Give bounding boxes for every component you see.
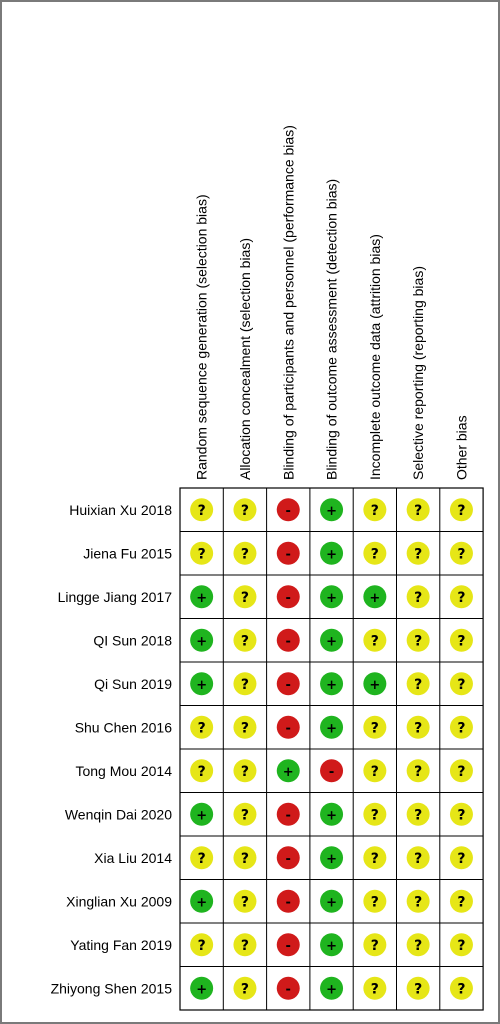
domain-header: Selective reporting (reporting bias) bbox=[410, 265, 427, 480]
unclear-risk-mark bbox=[363, 890, 386, 913]
low-risk-mark bbox=[277, 759, 300, 782]
unclear-risk-mark bbox=[407, 846, 430, 869]
unclear-risk-mark bbox=[363, 759, 386, 782]
study-label: QI Sun 2018 bbox=[93, 632, 172, 649]
unclear-risk-mark bbox=[233, 629, 256, 652]
judgement-symbol: ? bbox=[370, 720, 379, 737]
unclear-risk-mark bbox=[233, 542, 256, 565]
judgement-symbol: ? bbox=[457, 981, 466, 998]
unclear-risk-mark bbox=[233, 759, 256, 782]
judgement-symbol: + bbox=[196, 982, 208, 998]
judgement-symbol: ? bbox=[240, 763, 250, 780]
judgement-symbol: + bbox=[196, 895, 208, 911]
unclear-risk-mark bbox=[450, 716, 473, 739]
low-risk-mark bbox=[320, 716, 343, 739]
judgement-symbol: ? bbox=[457, 676, 466, 693]
judgement-symbol: ? bbox=[457, 546, 466, 563]
judgement-symbol: + bbox=[326, 895, 338, 911]
judgement-symbol: - bbox=[285, 982, 291, 998]
judgement-symbol: ? bbox=[414, 502, 423, 519]
judgement-symbol: - bbox=[285, 547, 291, 563]
judgement-symbol: - bbox=[285, 590, 291, 606]
unclear-risk-mark bbox=[233, 672, 256, 695]
judgement-symbol: - bbox=[285, 808, 291, 824]
study-label: Xinglian Xu 2009 bbox=[66, 893, 172, 910]
judgement-symbol: - bbox=[285, 634, 291, 650]
judgement-symbol: ? bbox=[197, 763, 206, 780]
high-risk-mark bbox=[320, 759, 343, 782]
judgement-symbol: + bbox=[196, 677, 208, 693]
judgement-symbol: ? bbox=[370, 633, 379, 650]
judgement-symbol: ? bbox=[457, 633, 466, 650]
low-risk-mark bbox=[320, 846, 343, 869]
judgement-symbol: - bbox=[328, 764, 335, 780]
judgement-symbol: ? bbox=[240, 894, 250, 911]
unclear-risk-mark bbox=[190, 846, 213, 869]
judgement-symbol: ? bbox=[457, 937, 466, 954]
judgement-symbol: ? bbox=[370, 937, 379, 954]
judgement-symbol: ? bbox=[370, 763, 379, 780]
judgement-symbol: ? bbox=[414, 937, 423, 954]
high-risk-mark bbox=[277, 933, 300, 956]
judgement-symbol: + bbox=[369, 677, 381, 693]
high-risk-mark bbox=[277, 585, 300, 608]
judgement-symbol: + bbox=[326, 808, 338, 824]
unclear-risk-mark bbox=[407, 890, 430, 913]
judgement-symbol: ? bbox=[240, 502, 250, 519]
unclear-risk-mark bbox=[363, 846, 386, 869]
low-risk-mark bbox=[190, 890, 213, 913]
judgement-symbol: ? bbox=[240, 850, 250, 867]
judgement-symbol: ? bbox=[370, 546, 379, 563]
unclear-risk-mark bbox=[363, 542, 386, 565]
low-risk-mark bbox=[190, 629, 213, 652]
judgement-symbol: ? bbox=[414, 894, 423, 911]
judgement-symbol: + bbox=[326, 547, 338, 563]
low-risk-mark bbox=[190, 977, 213, 1000]
unclear-risk-mark bbox=[407, 716, 430, 739]
unclear-risk-mark bbox=[407, 585, 430, 608]
high-risk-mark bbox=[277, 498, 300, 521]
judgement-symbol: ? bbox=[414, 589, 423, 606]
judgement-symbol: ? bbox=[197, 850, 206, 867]
unclear-risk-mark bbox=[450, 890, 473, 913]
low-risk-mark bbox=[363, 585, 386, 608]
unclear-risk-mark bbox=[363, 933, 386, 956]
unclear-risk-mark bbox=[363, 498, 386, 521]
unclear-risk-mark bbox=[407, 933, 430, 956]
domain-header: Blinding of participants and personnel (performance bias) bbox=[280, 125, 297, 480]
judgement-symbol: ? bbox=[457, 850, 466, 867]
judgement-symbol: - bbox=[285, 503, 291, 519]
unclear-risk-mark bbox=[450, 977, 473, 1000]
study-label: Xia Liu 2014 bbox=[94, 849, 172, 866]
unclear-risk-mark bbox=[233, 977, 256, 1000]
judgement-symbol: + bbox=[196, 590, 208, 606]
unclear-risk-mark bbox=[450, 585, 473, 608]
judgement-symbol: ? bbox=[240, 546, 250, 563]
judgement-symbol: + bbox=[326, 721, 338, 737]
unclear-risk-mark bbox=[450, 542, 473, 565]
study-label: Shu Chen 2016 bbox=[74, 719, 172, 736]
judgement-symbol: ? bbox=[370, 807, 379, 824]
study-label: Tong Mou 2014 bbox=[75, 762, 172, 779]
judgement-symbol: ? bbox=[457, 763, 466, 780]
unclear-risk-mark bbox=[407, 629, 430, 652]
judgement-symbol: ? bbox=[240, 981, 250, 998]
domain-header: Allocation concealment (selection bias) bbox=[236, 237, 253, 480]
unclear-risk-mark bbox=[407, 498, 430, 521]
judgement-symbol: ? bbox=[414, 763, 423, 780]
unclear-risk-mark bbox=[233, 846, 256, 869]
judgement-symbol: + bbox=[326, 938, 338, 954]
unclear-risk-mark bbox=[190, 542, 213, 565]
unclear-risk-mark bbox=[450, 759, 473, 782]
unclear-risk-mark bbox=[233, 498, 256, 521]
study-label: Yating Fan 2019 bbox=[70, 936, 172, 953]
low-risk-mark bbox=[320, 890, 343, 913]
high-risk-mark bbox=[277, 672, 300, 695]
study-label: Huixian Xu 2018 bbox=[69, 501, 172, 518]
judgement-symbol: ? bbox=[414, 546, 423, 563]
low-risk-mark bbox=[190, 672, 213, 695]
low-risk-mark bbox=[320, 585, 343, 608]
unclear-risk-mark bbox=[190, 498, 213, 521]
judgement-symbol: + bbox=[326, 590, 338, 606]
unclear-risk-mark bbox=[363, 716, 386, 739]
judgement-symbol: + bbox=[282, 764, 294, 780]
judgement-symbol: - bbox=[285, 721, 291, 737]
unclear-risk-mark bbox=[363, 803, 386, 826]
judgement-symbol: ? bbox=[457, 589, 466, 606]
low-risk-mark bbox=[320, 498, 343, 521]
judgement-symbol: ? bbox=[414, 850, 423, 867]
judgement-symbol: ? bbox=[457, 894, 466, 911]
unclear-risk-mark bbox=[450, 933, 473, 956]
judgement-symbol: + bbox=[326, 851, 338, 867]
judgement-symbol: ? bbox=[414, 981, 423, 998]
judgement-symbol: ? bbox=[240, 807, 250, 824]
unclear-risk-mark bbox=[190, 759, 213, 782]
high-risk-mark bbox=[277, 542, 300, 565]
unclear-risk-mark bbox=[450, 846, 473, 869]
judgement-symbol: ? bbox=[240, 633, 250, 650]
judgement-symbol: ? bbox=[370, 894, 379, 911]
study-label: Lingge Jiang 2017 bbox=[57, 588, 172, 605]
unclear-risk-mark bbox=[190, 716, 213, 739]
unclear-risk-mark bbox=[233, 716, 256, 739]
judgement-symbol: ? bbox=[414, 676, 423, 693]
unclear-risk-mark bbox=[450, 629, 473, 652]
unclear-risk-mark bbox=[450, 498, 473, 521]
judgement-symbol: ? bbox=[240, 937, 250, 954]
unclear-risk-mark bbox=[363, 977, 386, 1000]
unclear-risk-mark bbox=[407, 672, 430, 695]
unclear-risk-mark bbox=[363, 629, 386, 652]
unclear-risk-mark bbox=[190, 933, 213, 956]
judgement-symbol: + bbox=[196, 634, 208, 650]
high-risk-mark bbox=[277, 977, 300, 1000]
judgement-symbol: + bbox=[326, 503, 338, 519]
judgement-symbol: ? bbox=[197, 937, 206, 954]
low-risk-mark bbox=[320, 803, 343, 826]
low-risk-mark bbox=[320, 542, 343, 565]
judgement-symbol: ? bbox=[370, 850, 379, 867]
study-label: Zhiyong Shen 2015 bbox=[50, 980, 172, 997]
unclear-risk-mark bbox=[233, 585, 256, 608]
judgement-symbol: - bbox=[285, 677, 291, 693]
unclear-risk-mark bbox=[233, 890, 256, 913]
judgement-symbol: + bbox=[326, 677, 338, 693]
unclear-risk-mark bbox=[407, 803, 430, 826]
judgement-symbol: - bbox=[285, 851, 291, 867]
domain-header: Random sequence generation (selection bias) bbox=[193, 194, 210, 480]
low-risk-mark bbox=[320, 629, 343, 652]
low-risk-mark bbox=[190, 803, 213, 826]
judgement-symbol: + bbox=[369, 590, 381, 606]
study-label: Qi Sun 2019 bbox=[94, 675, 172, 692]
judgement-symbol: - bbox=[285, 895, 291, 911]
judgement-symbol: ? bbox=[240, 589, 250, 606]
judgement-symbol: ? bbox=[197, 546, 206, 563]
domain-header: Incomplete outcome data (attrition bias) bbox=[366, 234, 383, 480]
unclear-risk-mark bbox=[407, 542, 430, 565]
unclear-risk-mark bbox=[233, 933, 256, 956]
judgement-symbol: ? bbox=[197, 502, 206, 519]
unclear-risk-mark bbox=[407, 977, 430, 1000]
judgement-symbol: - bbox=[285, 938, 291, 954]
low-risk-mark bbox=[320, 933, 343, 956]
judgement-symbol: + bbox=[326, 982, 338, 998]
judgement-symbol: ? bbox=[414, 720, 423, 737]
judgement-symbol: ? bbox=[240, 720, 250, 737]
high-risk-mark bbox=[277, 803, 300, 826]
unclear-risk-mark bbox=[407, 759, 430, 782]
judgement-symbol: ? bbox=[457, 502, 466, 519]
judgement-symbol: ? bbox=[414, 807, 423, 824]
judgement-symbol: + bbox=[196, 808, 208, 824]
risk-of-bias-summary bbox=[4, 4, 498, 1022]
study-label: Wenqin Dai 2020 bbox=[64, 806, 172, 823]
low-risk-mark bbox=[363, 672, 386, 695]
domain-header: Other bias bbox=[453, 415, 470, 480]
domain-header: Blinding of outcome assessment (detection bias) bbox=[323, 178, 340, 480]
judgement-symbol: ? bbox=[457, 720, 466, 737]
judgement-symbol: ? bbox=[240, 676, 250, 693]
study-label: Jiena Fu 2015 bbox=[83, 545, 172, 562]
low-risk-mark bbox=[320, 672, 343, 695]
judgement-symbol: ? bbox=[197, 720, 206, 737]
judgement-symbol: ? bbox=[457, 807, 466, 824]
unclear-risk-mark bbox=[233, 803, 256, 826]
unclear-risk-mark bbox=[450, 672, 473, 695]
judgement-symbol: ? bbox=[370, 981, 379, 998]
high-risk-mark bbox=[277, 629, 300, 652]
high-risk-mark bbox=[277, 846, 300, 869]
judgement-symbol: + bbox=[326, 634, 338, 650]
judgement-symbol: ? bbox=[414, 633, 423, 650]
judgement-symbol: ? bbox=[370, 502, 379, 519]
unclear-risk-mark bbox=[450, 803, 473, 826]
high-risk-mark bbox=[277, 716, 300, 739]
high-risk-mark bbox=[277, 890, 300, 913]
low-risk-mark bbox=[320, 977, 343, 1000]
low-risk-mark bbox=[190, 585, 213, 608]
